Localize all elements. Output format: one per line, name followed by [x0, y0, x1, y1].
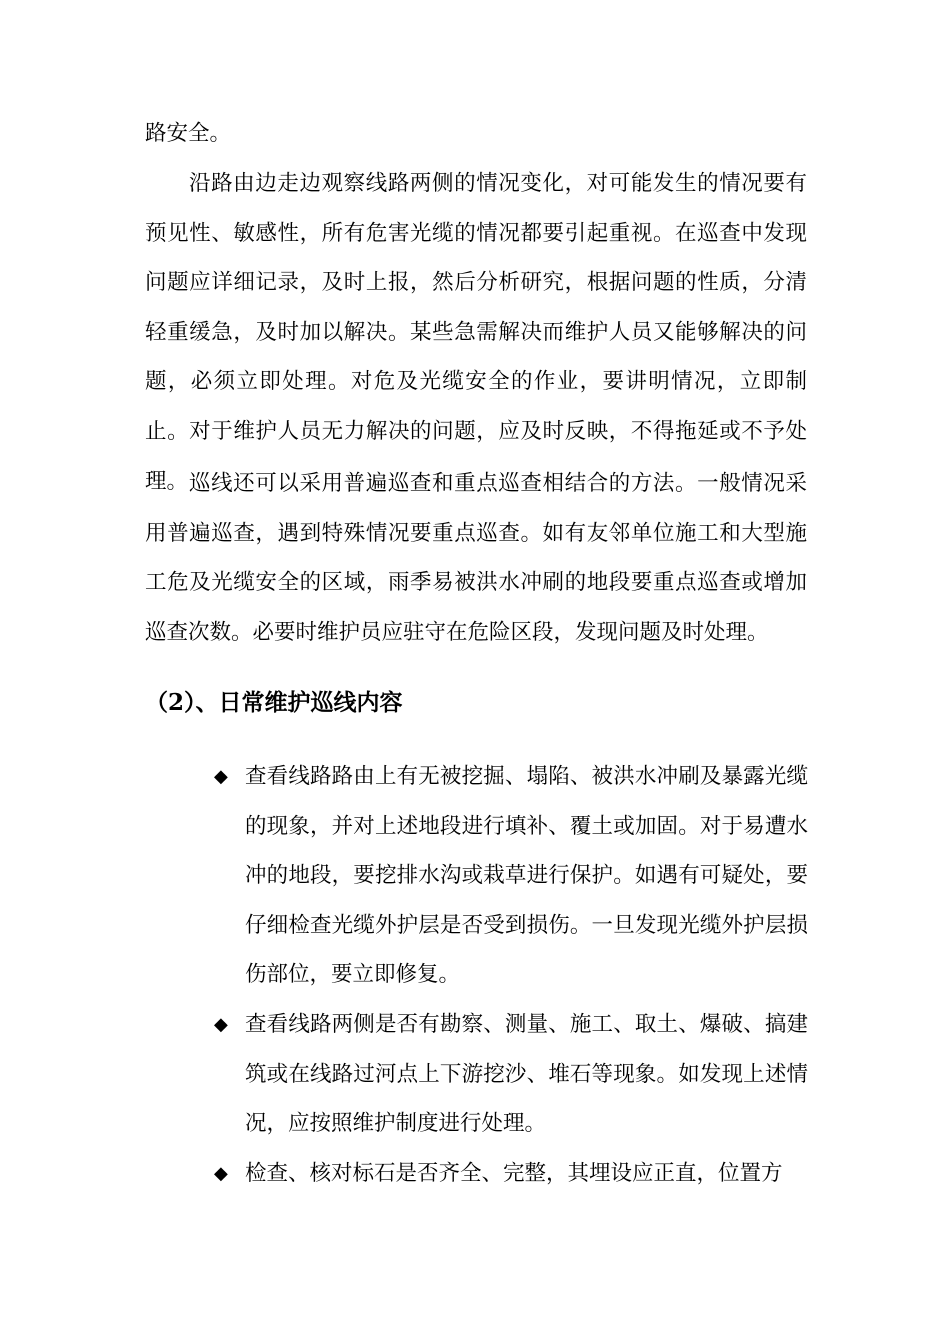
section-heading-open: （ — [145, 689, 168, 716]
paragraph-patrol-observation: 沿路由边走边观察线路两侧的情况变化，对可能发生的情况要有预见性、敏感性，所有危害光缆的情况都要引起重视。在巡查中发现问题应详细记录，及时上报，然后分析研究，根据问题的性质，分清轻重缓急，及时加以解决。某些急需解决而维护人员又能够解决的问题，必须立即处理。对危及光缆安全的作业，要讲明情况，立即制止。对于维护人员无力解决的问题，应及时反映，不得拖延或不予处理。 — [145, 171, 807, 494]
section-heading — [145, 679, 403, 727]
diamond-bullet-icon: ◆ — [214, 1162, 228, 1184]
paragraph-patrol-method: 巡线还可以采用普遍巡查和重点巡查相结合的方法。一般情况采用普遍巡查，遇到特殊情况要重点巡查。如有友邻单位施工和大型施工危及光缆安全的区域，雨季易被洪水冲刷的地段要重点巡查或增加巡查次数。必要时维护员应驻守在危险区段，发现问题及时处理。 — [145, 471, 807, 645]
diamond-bullet-icon: ◆ — [214, 1013, 228, 1035]
list-item — [214, 752, 808, 1000]
list-item-text: 查看线路路由上有无被挖掘、塌陷、被洪水冲刷及暴露光缆的现象，并对上述地段进行填补、覆土或加固。对于易遭水冲的地段，要挖排水沟或栽草进行保护。如遇有可疑处，要仔细检查光缆外护层是否受到损伤。一旦发现光缆外护层损伤部位，要立即修复。 — [245, 764, 808, 988]
paragraph-continuation: 路安全。 — [145, 121, 232, 146]
section-title: ）、日常维护巡线内容 — [184, 689, 403, 716]
list-item-text: 检查、核对标石是否齐全、完整，其埋设应正直，位置方 — [245, 1160, 783, 1186]
patrol-content-list — [214, 752, 808, 1198]
list-item — [214, 1000, 808, 1149]
diamond-bullet-icon: ◆ — [214, 766, 228, 787]
list-item — [214, 1149, 808, 1199]
section-number: 2 — [168, 689, 185, 716]
list-item-text: 查看线路两侧是否有勘察、测量、施工、取土、爆破、搞建筑或在线路过河点上下游挖沙、堆石等现象。如发现上述情况，应按照维护制度进行处理。 — [245, 1011, 808, 1137]
